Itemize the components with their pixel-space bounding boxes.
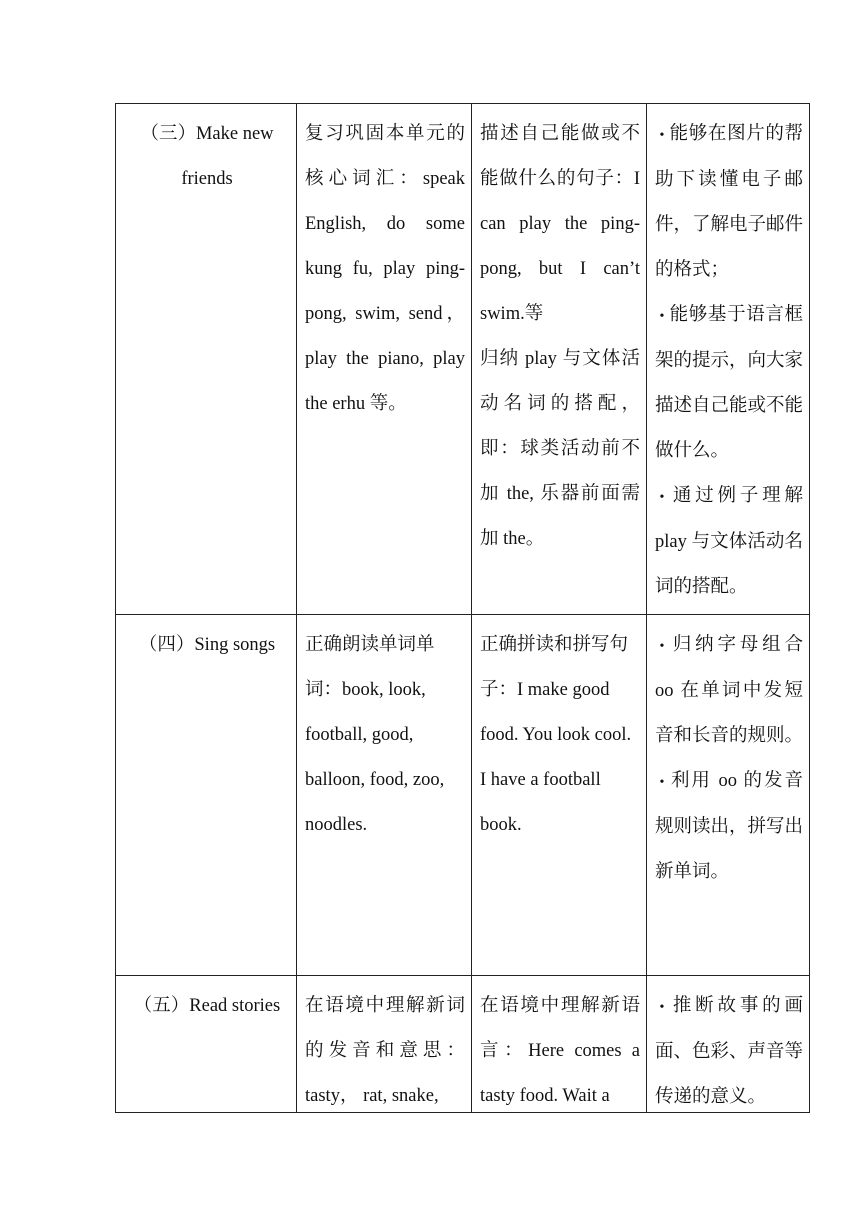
sentence-paragraph: 归纳 play 与文体活动名词的搭配，即：球类活动前不加 the, 乐器前面需加 the。 bbox=[480, 349, 640, 549]
table-row bbox=[116, 104, 810, 615]
vocabulary-cell: 复习巩固本单元的核心词汇：speak English, do some kung fu, play ping-pong, swim, send，play the piano, play the erhu 等。 bbox=[297, 104, 472, 615]
goal-item: • 利用 oo 的发音规则读出，拼写出新单词。 bbox=[655, 759, 803, 895]
table-row bbox=[116, 976, 810, 1113]
goal-item: • 通过例子理解 play 与文体活动名词的搭配。 bbox=[655, 474, 803, 610]
bullet-icon: • bbox=[659, 775, 665, 790]
goals-cell bbox=[647, 104, 810, 615]
section-title: （五）Read stories bbox=[116, 976, 297, 1113]
sentence-cell bbox=[472, 615, 647, 976]
goal-item: • 能够在图片的帮助下读懂电子邮件，了解电子邮件的格式； bbox=[655, 112, 803, 293]
sentence-cell bbox=[472, 104, 647, 615]
bullet-icon: • bbox=[659, 639, 665, 654]
sentence-paragraph: 在语境中理解新语言：Here comes a tasty food. Wait a bbox=[480, 996, 640, 1106]
goals-cell bbox=[647, 615, 810, 976]
vocabulary-cell: 在语境中理解新词的发音和意思：tasty， rat, snake, bbox=[297, 976, 472, 1113]
vocabulary-cell: 正确朗读单词单词：book, look, football, good, balloon, food, zoo, noodles. bbox=[297, 615, 472, 976]
goals-cell bbox=[647, 976, 810, 1113]
lesson-table bbox=[115, 103, 810, 1113]
goal-item: • 能够基于语言框架的提示，向大家描述自己能或不能做什么。 bbox=[655, 293, 803, 474]
goal-item: • 推断故事的画面、色彩、声音等传递的意义。 bbox=[655, 984, 803, 1108]
sentence-paragraph: 描述自己能做或不能做什么的句子：I can play the ping-pong, but I can’t swim.等 bbox=[480, 124, 640, 324]
sentence-paragraph: 正确拼读和拼写句子：I make good food. You look cool. I have a football book. bbox=[480, 635, 632, 835]
bullet-icon: • bbox=[659, 1000, 665, 1015]
sentence-cell bbox=[472, 976, 647, 1113]
section-title: （三）Make new friends bbox=[116, 104, 297, 615]
section-title: （四）Sing songs bbox=[116, 615, 297, 976]
bullet-icon: • bbox=[659, 128, 665, 143]
table-row bbox=[116, 615, 810, 976]
bullet-icon: • bbox=[659, 490, 665, 505]
goal-item: • 归纳字母组合 oo 在单词中发短音和长音的规则。 bbox=[655, 623, 803, 759]
bullet-icon: • bbox=[659, 309, 665, 324]
